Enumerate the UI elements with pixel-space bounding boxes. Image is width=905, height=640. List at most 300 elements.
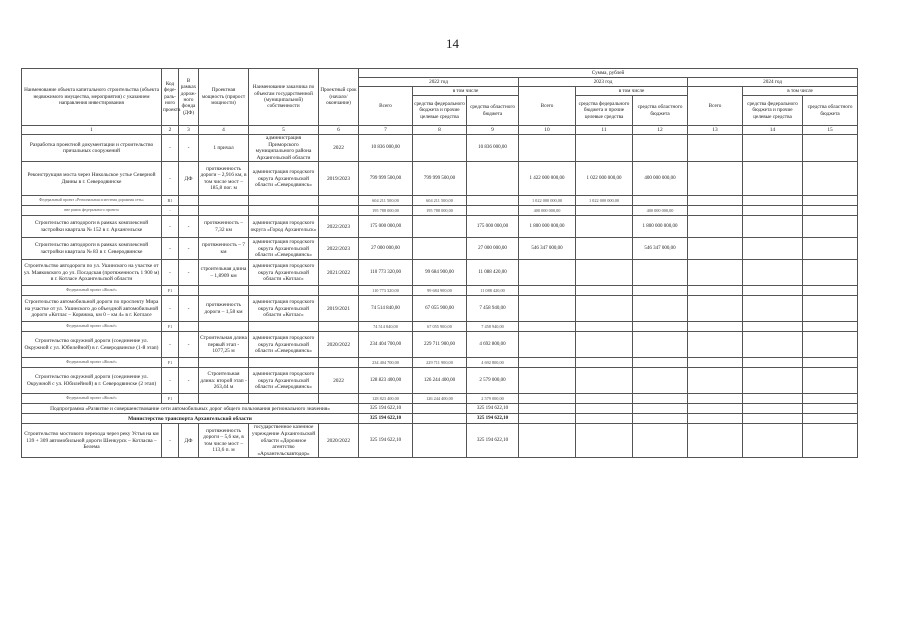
cell-col-10 xyxy=(519,424,576,458)
cell-col-10 xyxy=(519,358,576,368)
table-subrow xyxy=(22,196,858,206)
header-object: Наименование объекта капитального строительства (объекта недвижимого имущества, мероприятия) с указанием направления инвестирования xyxy=(22,69,162,126)
cell-col-14 xyxy=(743,322,803,332)
subprogram-row-cell-10 xyxy=(519,404,576,414)
cell-col-3 xyxy=(179,206,199,216)
cell-col-14 xyxy=(743,424,803,458)
cell-col-9: 175 000 000,00 xyxy=(467,216,519,238)
cell-col-7: 604 211 500,00 xyxy=(359,196,413,206)
cell-col-10 xyxy=(519,332,576,358)
cell-col-2: R1 xyxy=(162,196,179,206)
cell-col-15 xyxy=(803,135,858,162)
ministry-row-cell-14 xyxy=(743,414,803,424)
cell-col-13 xyxy=(688,238,743,260)
cell-col-11 xyxy=(576,216,633,238)
cell-col-2: - xyxy=(162,368,179,394)
column-number-15: 15 xyxy=(803,126,858,135)
table-row xyxy=(22,238,858,260)
cell-col-2: - xyxy=(162,135,179,162)
header-total-2022: Всего xyxy=(359,87,413,126)
cell-col-2: - xyxy=(162,216,179,238)
cell-col-11: 1 022 000 000,00 xyxy=(576,162,633,196)
cell-col-13 xyxy=(688,332,743,358)
cell-col-11 xyxy=(576,286,633,296)
cell-col-1: Строительство автодороги в рамках комплексной застройки квартала № 152 в г. Архангельске xyxy=(22,216,162,238)
cell-col-10 xyxy=(519,260,576,286)
cell-col-4 xyxy=(199,196,249,206)
cell-col-10: 1 422 000 000,00 xyxy=(519,162,576,196)
cell-col-1: Строительство автодороги по ул. Ушинского на участке от ул. Маяковского до ул. Посадская (протяженность 1 900 м) в г. Котласе Архангельской области xyxy=(22,260,162,286)
cell-col-14 xyxy=(743,286,803,296)
cell-col-11 xyxy=(576,322,633,332)
table-subrow xyxy=(22,394,858,404)
ministry-row-cell-12 xyxy=(633,414,688,424)
subprogram-row-cell-8 xyxy=(413,404,467,414)
cell-col-12 xyxy=(633,296,688,322)
table-subrow xyxy=(22,358,858,368)
table-row xyxy=(22,296,858,322)
cell-col-3: ДФ xyxy=(179,424,199,458)
cell-col-13 xyxy=(688,162,743,196)
cell-col-6: 2022 xyxy=(319,368,359,394)
ministry-row-cell-11 xyxy=(576,414,633,424)
cell-col-14 xyxy=(743,196,803,206)
cell-col-4: протяженность – 7 км xyxy=(199,238,249,260)
cell-col-7: 234 404 700,00 xyxy=(359,358,413,368)
cell-col-5: администрация городского округа Архангельской области «Котлас» xyxy=(249,296,319,322)
header-year-2022: 2022 год xyxy=(359,78,519,87)
cell-col-11 xyxy=(576,368,633,394)
cell-col-1: Строительство автодороги в рамках комплексной застройки квартала № 83 в г. Северодвинске xyxy=(22,238,162,260)
cell-col-12 xyxy=(633,332,688,358)
header-customer: Наименование заказчика по объектам государственной (муниципальной) собственности xyxy=(249,69,319,126)
cell-col-9: 11 088 420,00 xyxy=(467,260,519,286)
cell-col-2: F1 xyxy=(162,358,179,368)
cell-col-13 xyxy=(688,260,743,286)
cell-col-8: 799 999 500,00 xyxy=(413,162,467,196)
cell-col-11 xyxy=(576,260,633,286)
cell-col-13 xyxy=(688,296,743,322)
cell-col-6: 2019/2023 xyxy=(319,162,359,196)
cell-col-6: 2020/2022 xyxy=(319,424,359,458)
cell-col-9: 11 088 420,00 xyxy=(467,286,519,296)
header-regional-2024: средства областного бюджета xyxy=(803,96,858,126)
cell-col-4 xyxy=(199,394,249,404)
cell-col-3 xyxy=(179,394,199,404)
cell-col-9: 2 579 000,00 xyxy=(467,368,519,394)
cell-col-2: - xyxy=(162,424,179,458)
cell-col-3: - xyxy=(179,332,199,358)
table-subrow xyxy=(22,286,858,296)
cell-col-7: 74 514 840,00 xyxy=(359,322,413,332)
cell-col-15 xyxy=(803,216,858,238)
cell-col-4: протяженность дороги – 5,6 км, в том числе мост – 113,6 п. м xyxy=(199,424,249,458)
column-number-10: 10 xyxy=(519,126,576,135)
cell-col-2: F1 xyxy=(162,394,179,404)
cell-col-14 xyxy=(743,135,803,162)
cell-col-3 xyxy=(179,196,199,206)
cell-col-12 xyxy=(633,135,688,162)
investment-table xyxy=(21,68,858,458)
cell-col-1: Строительство автомобильной дороги по проспекту Мира на участке от ул. Ушинского до объездной автомобильной дороги «Котлас – Коряжма, км 0 – км 4» в г. Котласе xyxy=(22,296,162,322)
ministry-row-label: Министерство транспорта Архангельской области xyxy=(22,414,359,424)
cell-col-3: ДФ xyxy=(179,162,199,196)
cell-col-11 xyxy=(576,135,633,162)
cell-col-15 xyxy=(803,322,858,332)
cell-col-7: 27 000 000,00 xyxy=(359,238,413,260)
cell-col-13 xyxy=(688,322,743,332)
cell-col-9 xyxy=(467,162,519,196)
column-number-7: 7 xyxy=(359,126,413,135)
cell-col-7: 110 773 320,00 xyxy=(359,260,413,286)
subprogram-row xyxy=(22,404,858,414)
cell-col-12 xyxy=(633,322,688,332)
cell-col-1: Федеральный проект «Жильё» xyxy=(22,394,162,404)
cell-col-9: 4 692 800,00 xyxy=(467,358,519,368)
cell-col-14 xyxy=(743,296,803,322)
cell-col-7: 74 514 840,00 xyxy=(359,296,413,322)
cell-col-13 xyxy=(688,196,743,206)
table-row xyxy=(22,368,858,394)
cell-col-13 xyxy=(688,135,743,162)
column-number-8: 8 xyxy=(413,126,467,135)
cell-col-4: протяженность дороги – 1,58 км xyxy=(199,296,249,322)
cell-col-15 xyxy=(803,368,858,394)
cell-col-6 xyxy=(319,358,359,368)
cell-col-8: 229 711 900,00 xyxy=(413,358,467,368)
cell-col-1: Строительство мостового перехода через реку Устья на км 139 + 309 автомобильной дороги Шенкурск – Котласва – Белема xyxy=(22,424,162,458)
cell-col-14 xyxy=(743,394,803,404)
header-sum: Сумма, рублей xyxy=(359,69,858,78)
cell-col-3 xyxy=(179,358,199,368)
cell-col-8: 604 211 500,00 xyxy=(413,196,467,206)
cell-col-8: 99 684 900,00 xyxy=(413,286,467,296)
ministry-row-cell-13 xyxy=(688,414,743,424)
cell-col-5: администрация городского округа Архангельской области «Северодвинск» xyxy=(249,332,319,358)
cell-col-3: - xyxy=(179,296,199,322)
cell-col-10 xyxy=(519,296,576,322)
cell-col-15 xyxy=(803,296,858,322)
cell-col-4: протяженность дороги – 2,916 км, в том числе мост – 185,8 пог. м xyxy=(199,162,249,196)
cell-col-14 xyxy=(743,358,803,368)
cell-col-4: строительная длина – 1,8909 км xyxy=(199,260,249,286)
cell-col-1: Строительство окружной дороги (соединение ул. Окружной с ул. Юбилейной) в г. Северодвинске (1-й этап) xyxy=(22,332,162,358)
subprogram-row-cell-11 xyxy=(576,404,633,414)
subprogram-row-cell-14 xyxy=(743,404,803,414)
cell-col-6: 2021/2022 xyxy=(319,260,359,286)
cell-col-8 xyxy=(413,216,467,238)
cell-col-11 xyxy=(576,424,633,458)
ministry-row-cell-9: 325 194 622,10 xyxy=(467,414,519,424)
cell-col-4: Строительная длина: второй этап - 263,44 м xyxy=(199,368,249,394)
cell-col-15 xyxy=(803,162,858,196)
cell-col-11 xyxy=(576,358,633,368)
cell-col-7: 175 000 000,00 xyxy=(359,216,413,238)
header-term: Проектный срок (начало/ окончание) xyxy=(319,69,359,126)
subprogram-row-cell-9: 325 194 622,10 xyxy=(467,404,519,414)
cell-col-12 xyxy=(633,394,688,404)
cell-col-4 xyxy=(199,206,249,216)
cell-col-3 xyxy=(179,322,199,332)
subprogram-row-cell-12 xyxy=(633,404,688,414)
header-federal-code: Код феде-раль-ного проекта xyxy=(162,69,179,126)
cell-col-3: - xyxy=(179,368,199,394)
cell-col-1: Федеральный проект «Жильё» xyxy=(22,322,162,332)
cell-col-5: администрация городского округа Архангельской области «Северодвинск» xyxy=(249,238,319,260)
cell-col-8: 67 055 900,00 xyxy=(413,322,467,332)
header-year-2023: 2023 год xyxy=(519,78,688,87)
ministry-row-cell-10 xyxy=(519,414,576,424)
cell-col-8: 99 684 900,00 xyxy=(413,260,467,286)
cell-col-3: - xyxy=(179,238,199,260)
cell-col-11 xyxy=(576,394,633,404)
cell-col-2: F1 xyxy=(162,286,179,296)
cell-col-2: - xyxy=(162,206,179,216)
header-total-2024: Всего xyxy=(688,87,743,126)
cell-col-12: 1 800 000 000,00 xyxy=(633,216,688,238)
cell-col-12 xyxy=(633,424,688,458)
cell-col-9: 4 692 800,00 xyxy=(467,332,519,358)
cell-col-10 xyxy=(519,368,576,394)
header-federal-2024: средства федерального бюджета и прочие целевые средства xyxy=(743,96,803,126)
cell-col-13 xyxy=(688,216,743,238)
subprogram-row-cell-15 xyxy=(803,404,858,414)
cell-col-11 xyxy=(576,296,633,322)
cell-col-4: протяженность – 7,32 км xyxy=(199,216,249,238)
cell-col-6: 2022/2023 xyxy=(319,216,359,238)
header-incl-2023: в том числе xyxy=(576,87,688,96)
cell-col-4: Строительная длина первый этап - 1077,25 м xyxy=(199,332,249,358)
page-number: 14 xyxy=(446,36,459,51)
cell-col-9: 2 579 000,00 xyxy=(467,394,519,404)
cell-col-8 xyxy=(413,135,467,162)
column-number-11: 11 xyxy=(576,126,633,135)
table-row xyxy=(22,332,858,358)
cell-col-15 xyxy=(803,196,858,206)
cell-col-7: 110 773 320,00 xyxy=(359,286,413,296)
cell-col-9 xyxy=(467,196,519,206)
cell-col-6: 2022 xyxy=(319,135,359,162)
cell-col-6 xyxy=(319,322,359,332)
cell-col-2: - xyxy=(162,238,179,260)
cell-col-12: 546 347 000,00 xyxy=(633,238,688,260)
cell-col-9: 325 194 622,10 xyxy=(467,424,519,458)
column-number-14: 14 xyxy=(743,126,803,135)
cell-col-1: вне рамок федерального проекта xyxy=(22,206,162,216)
cell-col-10: 1 022 000 000,00 xyxy=(519,196,576,206)
cell-col-9: 7 458 940,00 xyxy=(467,322,519,332)
column-number-13: 13 xyxy=(688,126,743,135)
header-regional-2023: средства областного бюджета xyxy=(633,96,688,126)
cell-col-5 xyxy=(249,322,319,332)
header-road-fund: В рамках дорож-ного фонда (ДФ) xyxy=(179,69,199,126)
cell-col-2: F1 xyxy=(162,322,179,332)
cell-col-8: 126 244 400,00 xyxy=(413,368,467,394)
column-numbers-row xyxy=(22,126,858,135)
column-number-5: 5 xyxy=(249,126,319,135)
cell-col-9: 7 458 940,00 xyxy=(467,296,519,322)
table-row xyxy=(22,135,858,162)
cell-col-13 xyxy=(688,358,743,368)
cell-col-2: - xyxy=(162,332,179,358)
header-incl-2022: в том числе xyxy=(413,87,519,96)
cell-col-6 xyxy=(319,286,359,296)
cell-col-14 xyxy=(743,162,803,196)
cell-col-6 xyxy=(319,394,359,404)
header-regional-2022: средства областного бюджета xyxy=(467,96,519,126)
cell-col-5 xyxy=(249,358,319,368)
cell-col-1: Реконструкция моста через Никольское устье Северной Двины в г. Северодвинске xyxy=(22,162,162,196)
cell-col-7: 799 999 500,00 xyxy=(359,162,413,196)
table-row xyxy=(22,162,858,196)
cell-col-12 xyxy=(633,196,688,206)
cell-col-8: 229 711 900,00 xyxy=(413,332,467,358)
cell-col-8: 195 788 000,00 xyxy=(413,206,467,216)
cell-col-8 xyxy=(413,238,467,260)
cell-col-4 xyxy=(199,286,249,296)
cell-col-9 xyxy=(467,206,519,216)
cell-col-15 xyxy=(803,332,858,358)
cell-col-13 xyxy=(688,206,743,216)
cell-col-5 xyxy=(249,286,319,296)
cell-col-6: 2020/2022 xyxy=(319,332,359,358)
cell-col-13 xyxy=(688,286,743,296)
cell-col-1: Федеральный проект «Жильё» xyxy=(22,358,162,368)
cell-col-9: 27 000 000,00 xyxy=(467,238,519,260)
cell-col-10 xyxy=(519,394,576,404)
cell-col-5 xyxy=(249,196,319,206)
cell-col-15 xyxy=(803,206,858,216)
cell-col-4 xyxy=(199,322,249,332)
cell-col-10 xyxy=(519,322,576,332)
cell-col-12 xyxy=(633,286,688,296)
cell-col-5 xyxy=(249,394,319,404)
cell-col-3: - xyxy=(179,135,199,162)
cell-col-2: - xyxy=(162,296,179,322)
header-federal-2023: средства федерального бюджета и прочие целевые средства xyxy=(576,96,633,126)
header-federal-2022: средства федерального бюджета и прочие целевые средства xyxy=(413,96,467,126)
cell-col-7: 128 823 400,00 xyxy=(359,368,413,394)
cell-col-13 xyxy=(688,424,743,458)
cell-col-7: 128 823 400,00 xyxy=(359,394,413,404)
cell-col-15 xyxy=(803,358,858,368)
cell-col-3 xyxy=(179,286,199,296)
cell-col-8: 67 055 900,00 xyxy=(413,296,467,322)
cell-col-12: 400 000 000,00 xyxy=(633,206,688,216)
cell-col-5: администрация городского округа «Город Архангельск» xyxy=(249,216,319,238)
table-subrow xyxy=(22,322,858,332)
cell-col-6: 2019/2021 xyxy=(319,296,359,322)
table-row xyxy=(22,260,858,286)
cell-col-10: 546 347 000,00 xyxy=(519,238,576,260)
cell-col-14 xyxy=(743,332,803,358)
cell-col-3: - xyxy=(179,260,199,286)
cell-col-10 xyxy=(519,135,576,162)
cell-col-15 xyxy=(803,260,858,286)
column-number-2: 2 xyxy=(162,126,179,135)
table-row xyxy=(22,424,858,458)
ministry-row-cell-15 xyxy=(803,414,858,424)
header-year-2024: 2024 год xyxy=(688,78,858,87)
cell-col-5: администрация городского округа Архангельской области «Котлас» xyxy=(249,260,319,286)
cell-col-4: 1 причал xyxy=(199,135,249,162)
cell-col-5 xyxy=(249,206,319,216)
subprogram-row-label: Подпрограмма «Развитие и совершенствование сети автомобильных дорог общего пользования регионального значения» xyxy=(22,404,359,414)
cell-col-1: Федеральный проект «Региональная и местная дорожная сеть» xyxy=(22,196,162,206)
ministry-row xyxy=(22,414,858,424)
subprogram-row-cell-13 xyxy=(688,404,743,414)
cell-col-13 xyxy=(688,394,743,404)
cell-col-12 xyxy=(633,260,688,286)
column-number-3: 3 xyxy=(179,126,199,135)
column-number-6: 6 xyxy=(319,126,359,135)
cell-col-12: 400 000 000,00 xyxy=(633,162,688,196)
column-number-4: 4 xyxy=(199,126,249,135)
cell-col-10 xyxy=(519,286,576,296)
cell-col-14 xyxy=(743,260,803,286)
cell-col-6: 2022/2023 xyxy=(319,238,359,260)
cell-col-11 xyxy=(576,332,633,358)
cell-col-5: государственное казенное учреждение Архангельской области «Дорожное агентство «Архангельскавтодор» xyxy=(249,424,319,458)
column-number-12: 12 xyxy=(633,126,688,135)
cell-col-1: Строительство окружной дороги (соединение ул. Окружной с ул. Юбилейной) в г. Северодвинске (2 этап) xyxy=(22,368,162,394)
ministry-row-cell-7: 325 194 622,10 xyxy=(359,414,413,424)
cell-col-9: 10 836 000,00 xyxy=(467,135,519,162)
cell-col-10: 400 000 000,00 xyxy=(519,206,576,216)
header-incl-2024: в том числе xyxy=(743,87,858,96)
cell-col-12 xyxy=(633,368,688,394)
column-number-9: 9 xyxy=(467,126,519,135)
cell-col-1: Разработка проектной документации и строительство причальных сооружений xyxy=(22,135,162,162)
cell-col-14 xyxy=(743,206,803,216)
cell-col-15 xyxy=(803,424,858,458)
cell-col-8 xyxy=(413,424,467,458)
header-capacity: Проектная мощность (прирост мощности) xyxy=(199,69,249,126)
cell-col-6 xyxy=(319,206,359,216)
cell-col-5: администрация Приморского муниципального района Архангельской области xyxy=(249,135,319,162)
cell-col-10: 1 800 000 000,00 xyxy=(519,216,576,238)
cell-col-6 xyxy=(319,196,359,206)
cell-col-3: - xyxy=(179,216,199,238)
subprogram-row-cell-7: 325 194 622,10 xyxy=(359,404,413,414)
cell-col-7: 234 404 700,00 xyxy=(359,332,413,358)
table-subrow xyxy=(22,206,858,216)
header-total-2023: Всего xyxy=(519,87,576,126)
cell-col-7: 195 788 000,00 xyxy=(359,206,413,216)
cell-col-7: 325 194 622,10 xyxy=(359,424,413,458)
cell-col-1: Федеральный проект «Жильё» xyxy=(22,286,162,296)
cell-col-8: 126 244 400,00 xyxy=(413,394,467,404)
cell-col-14 xyxy=(743,216,803,238)
cell-col-13 xyxy=(688,368,743,394)
cell-col-11: 1 022 000 000,00 xyxy=(576,196,633,206)
cell-col-2: - xyxy=(162,260,179,286)
column-number-1: 1 xyxy=(22,126,162,135)
cell-col-15 xyxy=(803,394,858,404)
cell-col-4 xyxy=(199,358,249,368)
cell-col-12 xyxy=(633,358,688,368)
cell-col-7: 10 836 000,00 xyxy=(359,135,413,162)
ministry-row-cell-8 xyxy=(413,414,467,424)
cell-col-5: администрация городского округа Архангельской области «Северодвинск» xyxy=(249,162,319,196)
cell-col-5: администрация городского округа Архангельской области «Северодвинск» xyxy=(249,368,319,394)
cell-col-15 xyxy=(803,238,858,260)
cell-col-14 xyxy=(743,238,803,260)
cell-col-11 xyxy=(576,238,633,260)
cell-col-15 xyxy=(803,286,858,296)
cell-col-14 xyxy=(743,368,803,394)
cell-col-2: - xyxy=(162,162,179,196)
